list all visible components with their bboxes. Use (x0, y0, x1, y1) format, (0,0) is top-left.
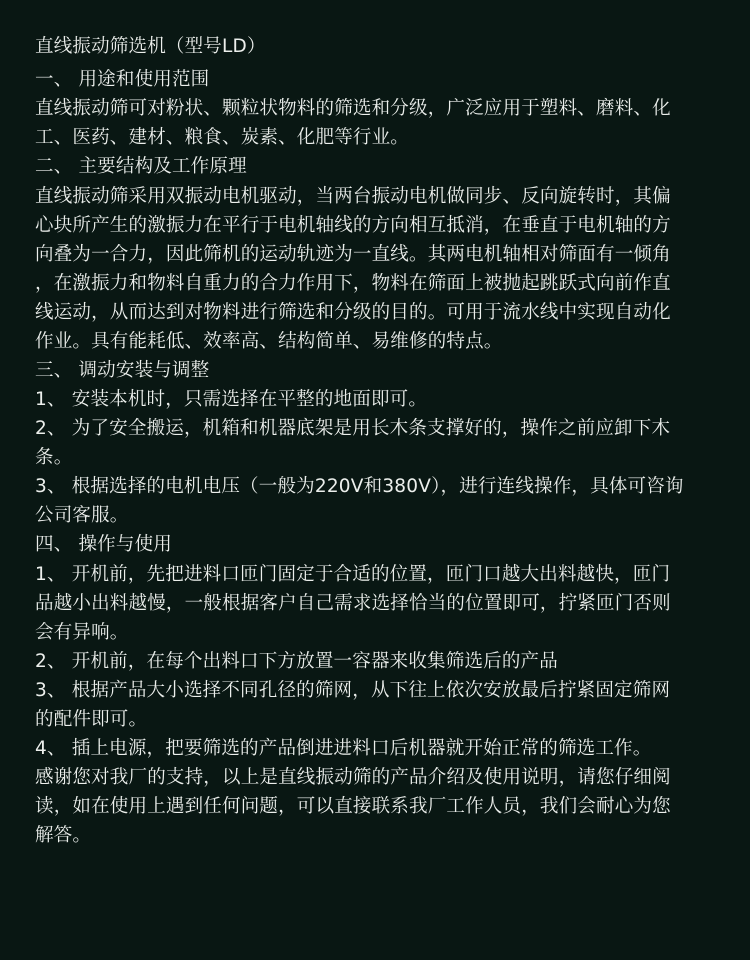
paragraph-line: 向叠为一合力，因此筛机的运动轨迹为一直线。其两电机轴相对筛面有一倾角 (35, 244, 671, 265)
list-item: 4、 插上电源，把要筛选的产品倒进进料口后机器就开始正常的筛选工作。 (35, 738, 652, 759)
paragraph-line: 直线振动筛采用双振动电机驱动，当两台振动电机做同步、反向旋转时，其偏 (35, 186, 671, 207)
list-item: 2、 为了安全搬运，机箱和机器底架是用长木条支撑好的，操作之前应卸下木 (35, 418, 671, 439)
closing-paragraph-line: 感谢您对我厂的支持，以上是直线振动筛的产品介绍及使用说明，请您仔细阅 (35, 767, 671, 788)
paragraph-line: 作业。具有能耗低、效率高、结构简单、易维修的特点。 (35, 331, 503, 352)
paragraph-line: 工、医药、建材、粮食、炭素、化肥等行业。 (35, 127, 410, 148)
list-item-continuation: 公司客服。 (35, 505, 129, 526)
list-item: 2、 开机前，在每个出料口下方放置一容器来收集筛选后的产品 (35, 651, 558, 672)
section-heading-usage: 一、 用途和使用范围 (35, 69, 210, 90)
list-item-continuation: 品越小出料越慢，一般根据客户自己需求选择恰当的位置即可，拧紧匝门否则 (35, 593, 671, 614)
list-item: 3、 根据产品大小选择不同孔径的筛网，从下往上依次安放最后拧紧固定筛网 (35, 680, 671, 701)
list-item: 1、 开机前，先把进料口匝门固定于合适的位置，匝门口越大出料越快，匝门 (35, 564, 671, 585)
closing-paragraph-line: 解答。 (35, 825, 92, 846)
closing-paragraph-line: 读，如在使用上遇到任何问题，可以直接联系我厂工作人员，我们会耐心为您 (35, 796, 671, 817)
list-item-continuation: 的配件即可。 (35, 709, 148, 730)
paragraph-line: 线运动，从而达到对物料进行筛选和分级的目的。可用于流水线中实现自动化 (35, 302, 671, 323)
list-item-continuation: 会有异响。 (35, 622, 129, 643)
section-heading-structure: 二、 主要结构及工作原理 (35, 156, 247, 177)
list-item-continuation: 条。 (35, 447, 73, 468)
section-heading-operation: 四、 操作与使用 (35, 534, 172, 555)
section-heading-installation: 三、 调动安装与调整 (35, 360, 210, 381)
paragraph-line: ，在激振力和物料自重力的合力作用下，物料在筛面上被抛起跳跃式向前作直 (35, 273, 671, 294)
list-item: 3、 根据选择的电机电压（一般为220V和380V），进行连线操作，具体可咨询 (35, 476, 684, 497)
list-item: 1、 安装本机时，只需选择在平整的地面即可。 (35, 389, 428, 410)
paragraph-line: 心块所产生的激振力在平行于电机轴线的方向相互抵消，在垂直于电机轴的方 (35, 215, 671, 236)
paragraph-line: 直线振动筛可对粉状、颗粒状物料的筛选和分级，广泛应用于塑料、磨料、化 (35, 98, 671, 119)
document-title: 直线振动筛选机（型号LD） (35, 36, 266, 57)
